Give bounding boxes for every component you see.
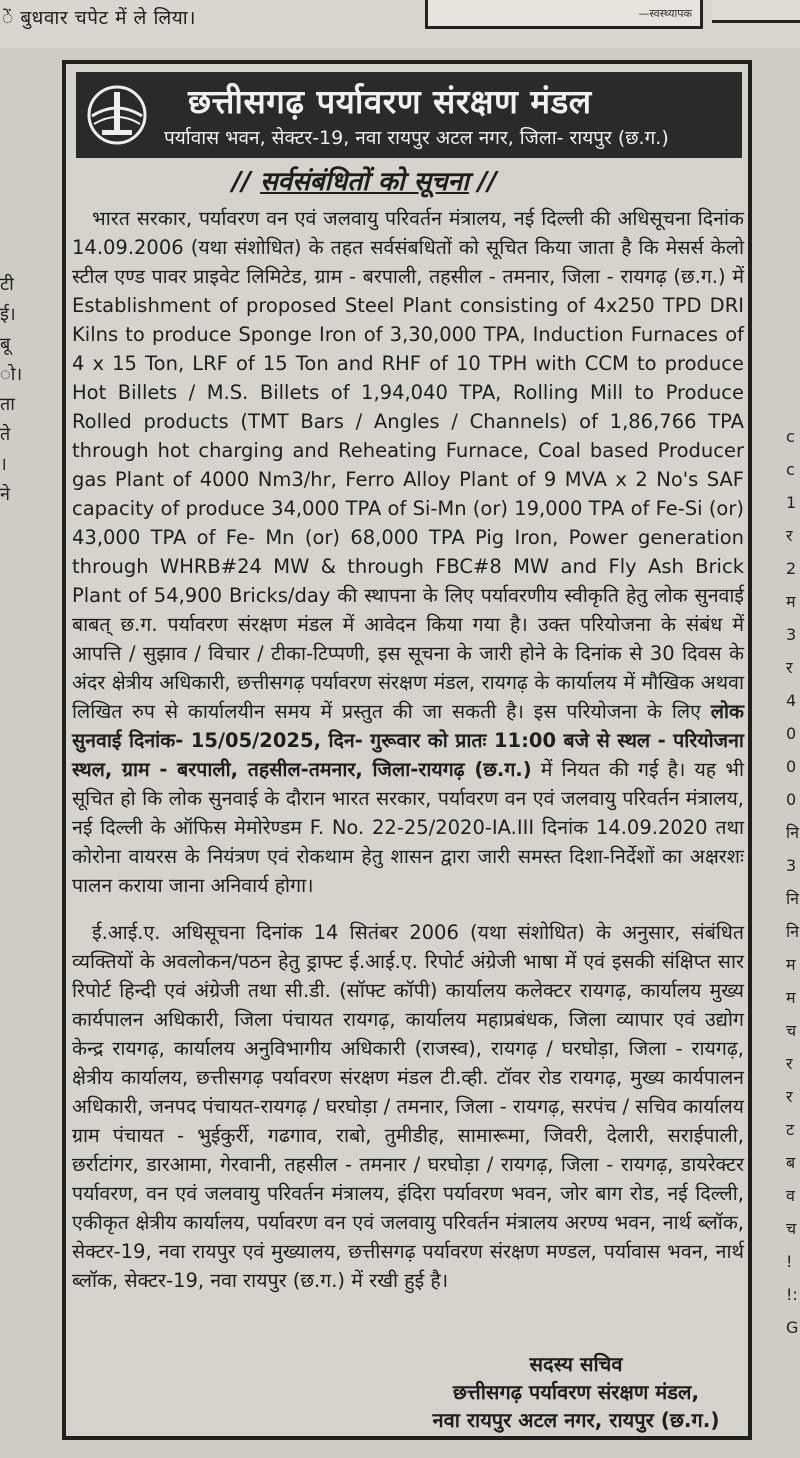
right-column-fragment: च: [786, 1021, 797, 1040]
right-column-fragment: ब: [786, 1153, 796, 1172]
signatory-organization: छत्तीसगढ़ पर्यावरण संरक्षण मंडल,: [452, 1380, 700, 1404]
right-column-fragment: म: [786, 955, 796, 974]
right-column-fragment: 3: [786, 856, 797, 875]
notice-paragraph-1: [72, 204, 744, 922]
right-column-fragment: 0: [786, 724, 797, 743]
right-column-fragment: म: [786, 592, 796, 611]
right-column-fragment: 2: [786, 559, 797, 578]
right-column-fragment: c: [786, 460, 795, 479]
adjacent-ad-label: —स्वस्थ्यापक: [638, 7, 692, 20]
right-column-fragment: 0: [786, 757, 797, 776]
right-adjacent-column: [786, 420, 800, 1420]
left-adjacent-column: [0, 270, 24, 570]
left-column-fragment: ता: [0, 394, 15, 415]
signature-block: [416, 1350, 736, 1434]
left-column-fragment: टी: [0, 274, 14, 295]
adjacent-column-edge: [712, 0, 800, 23]
heading-suffix: //: [477, 167, 497, 197]
notice-heading: [232, 162, 497, 198]
heading-text: सर्वसंबंधितों को सूचना: [260, 167, 469, 197]
right-column-fragment: र: [786, 526, 793, 545]
adjacent-article-text: ें बुधवार चपेट में ले लिया।: [2, 7, 196, 29]
right-column-fragment: !:: [786, 1285, 798, 1304]
right-column-fragment: 1: [786, 493, 797, 512]
right-column-fragment: म: [786, 988, 796, 1007]
heading-prefix: //: [232, 167, 251, 197]
paragraph-2-text: ई.आई.ए. अधिसूचना दिनांक 14 सितंबर 2006 (यथा संशोधित) के अनुसार, संबंधित व्यक्तियों के अवलोकन/पठन हेतु ड्राफ्ट ई.आई.ए. रिपोर्ट अंग्रेजी भाषा में एवं इसकी संक्षिप्त सार रिपोर्ट हिन्दी एवं अंग्रेजी तथा सी.डी. (सॉफ्ट कॉपी) कार्यालय कलेक्टर रायगढ़, कार्यालय मुख्य कार्यपालन अधिकारी, जिला पंचायत रायगढ़, कार्यालय महाप्रबंधक, जिला व्यापार एवं उद्योग केन्द्र रायगढ़, कार्यालय अनुविभागीय अधिकारी (राजस्व), रायगढ़ / घरघोड़ा, जिला - रायगढ़, क्षेत्रीय कार्यालय, छत्तीसगढ़ पर्यावरण संरक्षण मंडल टी.व्ही. टॉवर रोड रायगढ़, मुख्य कार्यपालन अधिकारी, जनपद पंचायत-रायगढ़ / घरघोड़ा / तमनार, जिला - रायगढ़, सरपंच / सचिव कार्यालय ग्राम पंचायत - भुईकुर्री, गढगाव, राबो, तुमीडीह, सामारूमा, जिवरी, देलारी, सराईपाली, छर्राटांगर, डारआमा, गेरवानी, तहसील - तमनार / घरघोड़ा / रायगढ़, जिला - रायगढ़, डायरेक्टर पर्यावरण, वन एवं जलवायु परिवर्तन मंत्रालय, इंदिरा पर्यावरण भवन, जोर बाग रोड, नई दिल्ली, एकीकृत क्षेत्रीय कार्यालय, पर्यावरण वन एवं जलवायु परिवर्तन मंत्रालय अरण्य भवन, नार्थ ब्लॉक, सेक्टर-19, नवा रायपुर एवं मुख्यालय, छत्तीसगढ़ पर्यावरण संरक्षण मण्डल, पर्यावास भवन, नार्थ ब्लॉक, सेक्टर-19, नवा रायपुर (छ.ग.) में रखी हुई है।: [72, 921, 744, 1292]
adjacent-ad-box: [425, 0, 703, 29]
adjacent-article-strip: [0, 0, 800, 48]
right-column-fragment: र: [786, 1054, 793, 1073]
hearing-details: लोक सुनवाई दिनांक- 15/05/2025, दिन- गुरूवार को प्रातः 11:00 बजे से स्थल - परियोजना स्थल, ग्राम - बरपाली, तहसील-तमनार, जिला-रायगढ़ (छ.ग.): [72, 700, 744, 781]
notice-header: [76, 72, 742, 158]
emblem-icon: [84, 82, 150, 148]
paragraph-1-text-b: में नियत की गई है। यह भी सूचित हो कि लोक सुनवाई के दौरान भारत सरकार, पर्यावरण वन एवं जलवायु परिवर्तन मंत्रालय, नई दिल्ली के ऑफिस मेमोरेण्डम F. No. 22-25/2020-IA.III दिनांक 14.09.2020 तथा कोरोना वायरस के नियंत्रण एवं रोकथाम हेतु शासन द्वारा जारी समस्त दिशा-निर्देशों का अक्षरशः पालन कराया जाना अनिवार्य होगा।: [72, 758, 744, 897]
right-column-fragment: c: [786, 427, 795, 446]
right-column-fragment: !: [786, 1252, 793, 1271]
left-column-fragment: बू: [0, 334, 11, 355]
left-column-fragment: ो।: [0, 364, 23, 385]
right-column-fragment: 0: [786, 790, 797, 809]
paragraph-1-text-a: भारत सरकार, पर्यावरण वन एवं जलवायु परिवर्तन मंत्रालय, नई दिल्ली की अधिसूचना दिनांक 14.09.2006 (यथा संशोधित) के तहत सर्वसंबधितों को सूचित किया जाता है कि मेसर्स केलो स्टील एण्ड पावर प्राइवेट लिमिटेड, ग्राम - बरपाली, तहसील - तमनार, जिला - रायगढ़ (छ.ग.) में Establishment of proposed Steel Plant consisting of 4x250 TPD DRI Kilns to produce Sponge Iron of 3,30,000 TPA, Induction Furnaces of 4 x 15 Ton, LRF of 15 Ton and RHF of 10 TPH with CCM to produce Hot Billets / M.S. Billets of 1,94,040 TPA, Rolling Mill to Produce Rolled products (TMT Bars / Angles / Channels) of 1,86,766 TPA through hot charging and Reheating Furnace, Coal based Producer gas Plant of 4000 Nm3/hr, Ferro Alloy Plant of 9 MVA x 2 No's SAF capacity of produce 34,000 TPA of Si-Mn (or) 19,000 TPA of Fe-Si (or) 43,000 TPA of Fe- Mn (or) 68,000 TPA Pig Iron, Power generation through WHRB#24 MW & through FBC#8 MW and Fly Ash Brick Plant of 54,900 Bricks/day की स्थापना के लिए पर्यावरणीय स्वीकृति हेतु लोक सुनवाई बाबत् छ.ग. पर्यावरण संरक्षण मंडल में आवेदन किया गया है। उक्त परियोजना के संबंध में आपत्ति / सुझाव / विचार / टीका-टिप्पणी, इस सूचना के जारी होने के दिनांक से 30 दिवस के अंदर क्षेत्रीय अधिकारी, छत्तीसगढ़ पर्यावरण संरक्षण मंडल, रायगढ़ के कार्यालय में मौखिक अथवा लिखित रुप से कार्यालयीन समय में प्रस्तुत की जा सकती है। इस परियोजना के लिए: [72, 207, 744, 723]
organization-address: पर्यावास भवन, सेक्टर-19, नवा रायपुर अटल नगर, जिला- रायपुर (छ.ग.): [164, 127, 669, 149]
right-column-fragment: नि: [786, 922, 800, 941]
organization-name: छत्तीसगढ़ पर्यावरण संरक्षण मंडल: [188, 82, 592, 121]
signatory-title: सदस्य सचिव: [529, 1352, 623, 1376]
right-column-fragment: नि: [786, 823, 800, 842]
right-column-fragment: 4: [786, 691, 797, 710]
public-notice: [62, 60, 752, 1440]
right-column-fragment: G: [786, 1318, 799, 1337]
right-column-fragment: 3: [786, 625, 797, 644]
right-column-fragment: र: [786, 658, 793, 677]
left-column-fragment: ने: [0, 484, 10, 505]
left-column-fragment: ई।: [0, 304, 16, 325]
left-column-fragment: ते: [0, 424, 11, 445]
right-column-fragment: नि: [786, 889, 800, 908]
right-column-fragment: च: [786, 1219, 797, 1238]
left-column-fragment: ।: [0, 454, 7, 475]
right-column-fragment: ट: [786, 1120, 795, 1139]
right-column-fragment: व: [786, 1186, 795, 1205]
signatory-city: नवा रायपुर अटल नगर, रायपुर (छ.ग.): [432, 1408, 720, 1432]
right-column-fragment: र: [786, 1087, 793, 1106]
notice-paragraph-2: [72, 918, 744, 1398]
